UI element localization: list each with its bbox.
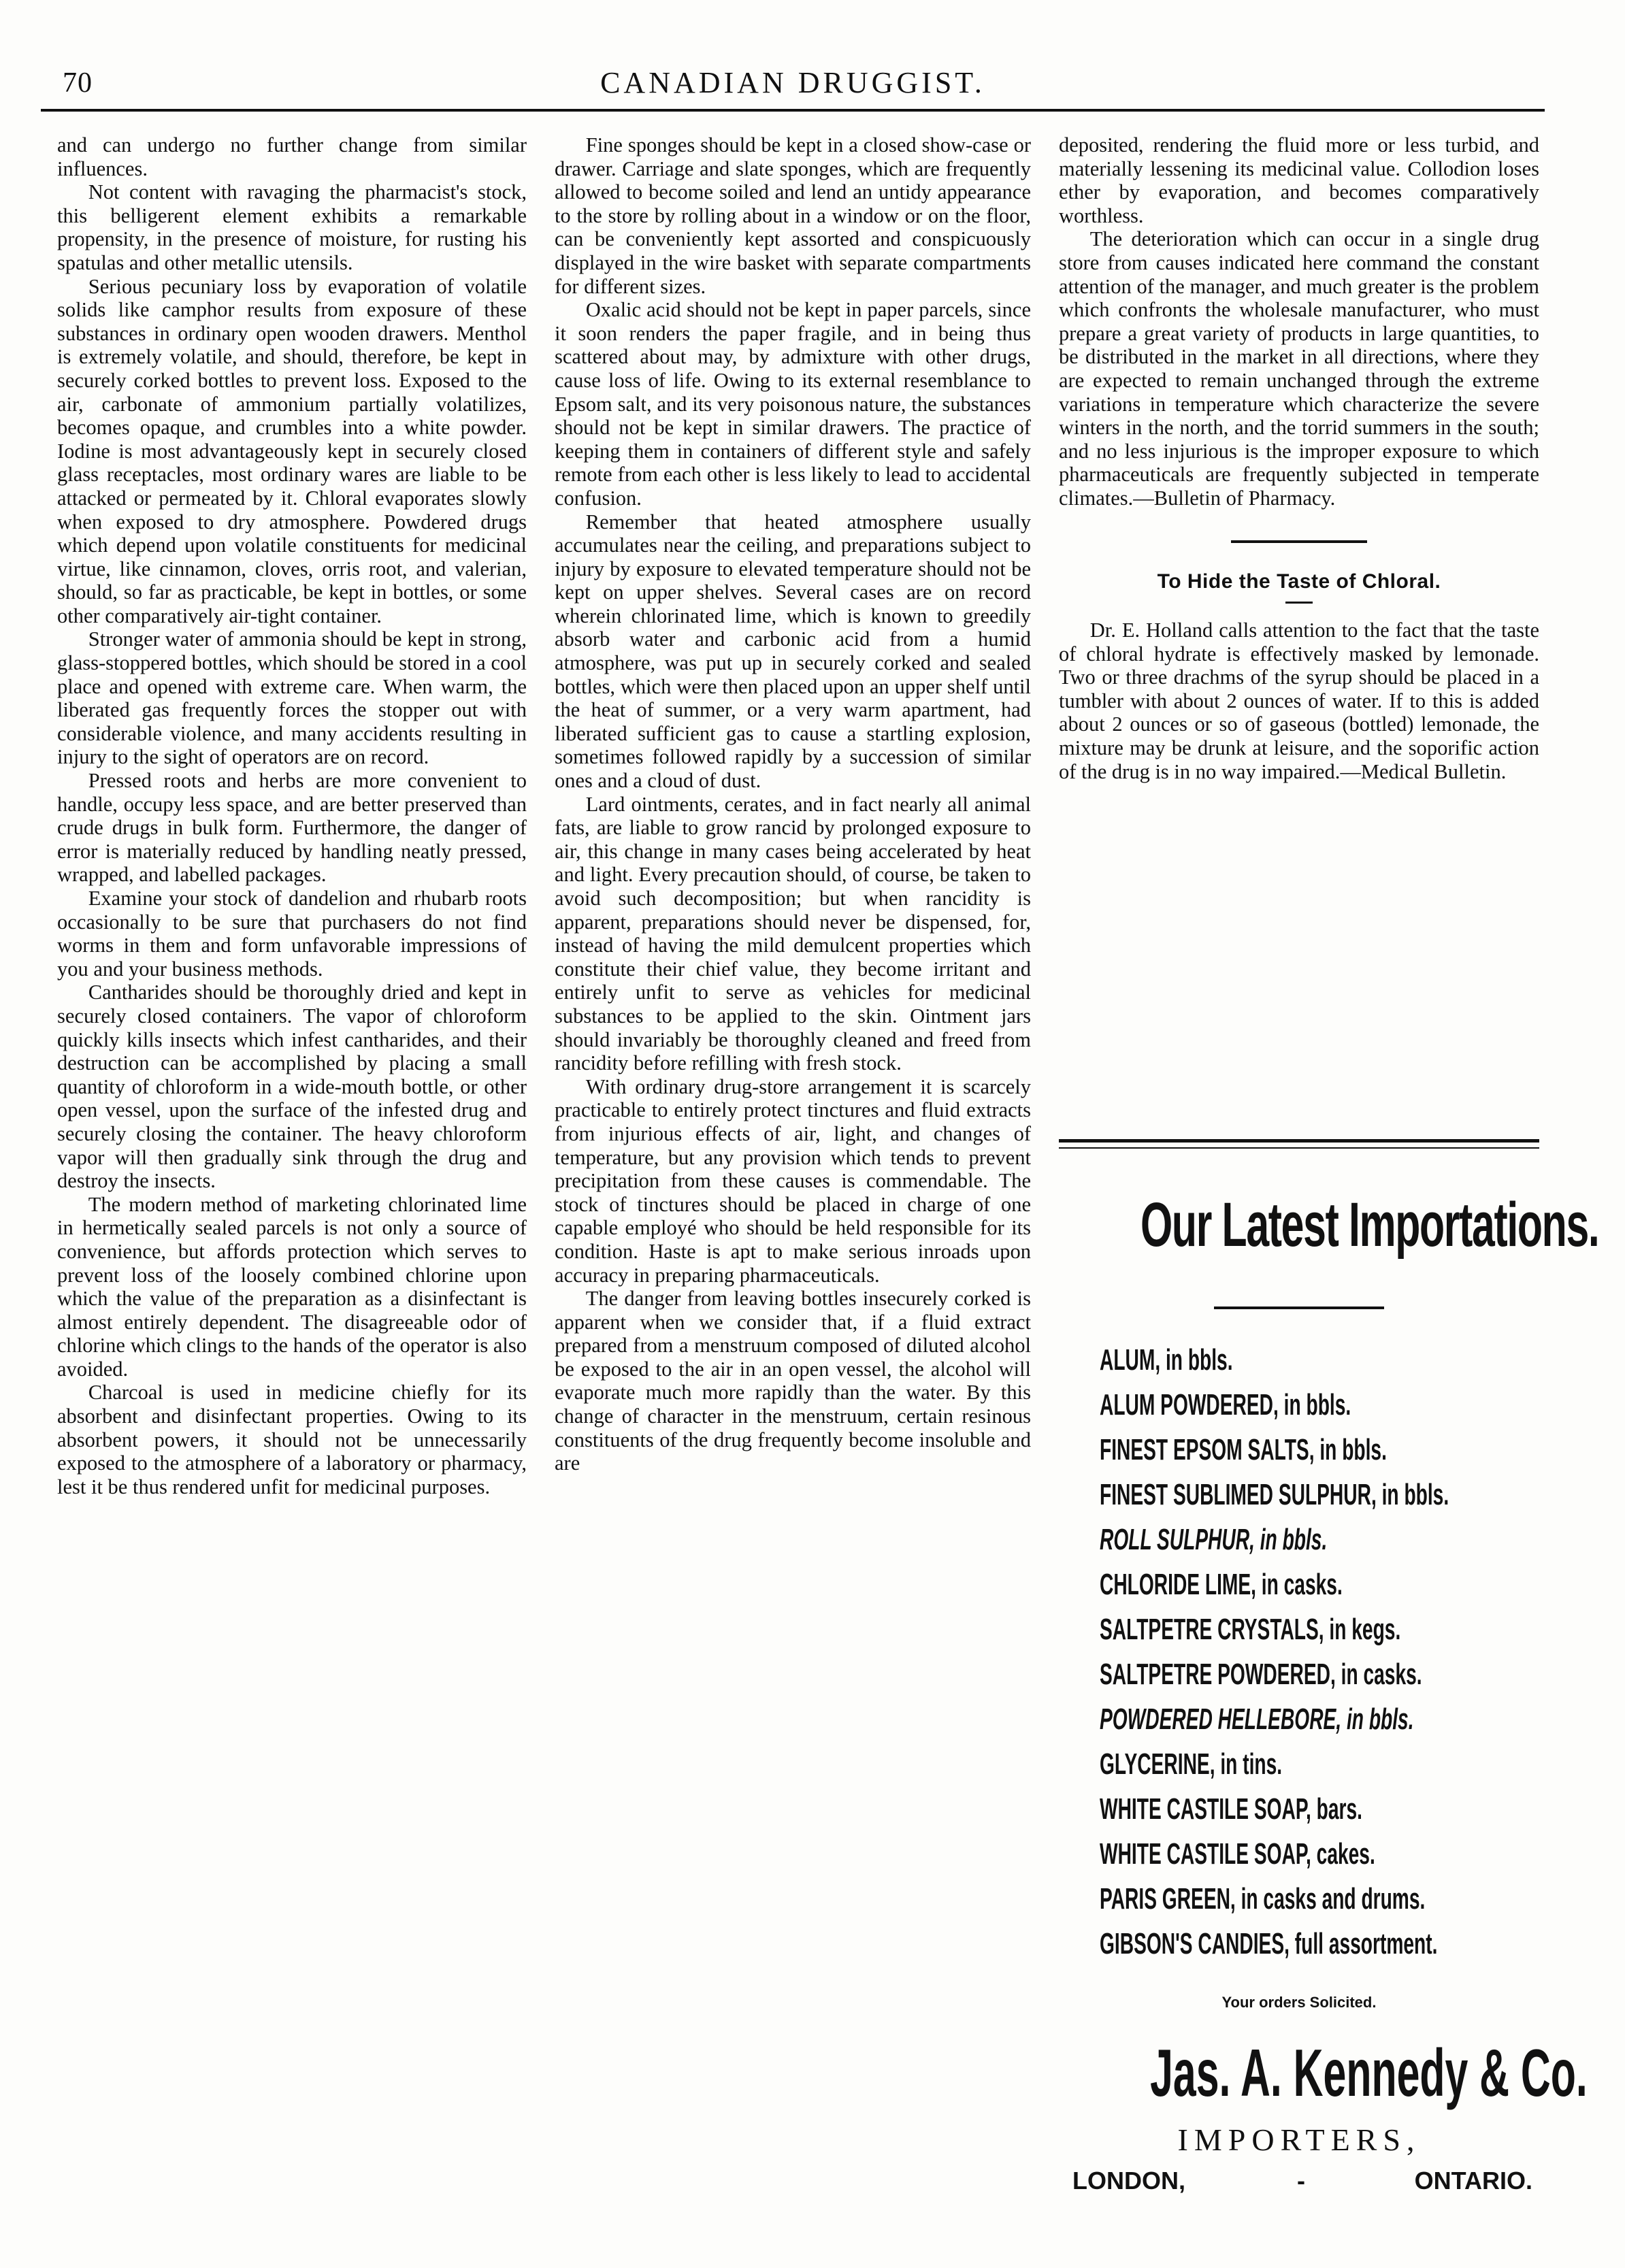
paragraph: Pressed roots and herbs are more convenient to handle, occupy less space, and are better preserved than crude drugs in bulk form. Furthermore, the danger of error is materially reduced by handling neatly pressed, wrapped, and labelled packages. [57,769,527,887]
ad-firm-name: Jas. A. Kennedy & Co. [1150,2035,1588,2110]
running-title: CANADIAN DRUGGIST. [600,66,985,99]
ad-product-item: GIBSON'S CANDIES, full assortment. [1100,1927,1438,1960]
ad-product-item: FINEST EPSOM SALTS, in bbls. [1100,1433,1387,1466]
ad-product-item: ALUM, in bbls. [1100,1343,1233,1377]
paragraph: deposited, rendering the fluid more or less turbid, and materially lessening its medicinal value. Collodion loses ether by evaporation, and becomes comparatively worthless. [1059,133,1539,227]
ad-product-list [1100,1343,1535,1972]
heading-dash [1285,602,1313,604]
paragraph: Remember that heated atmosphere usually accumulates near the ceiling, and preparations subject to injury by exposure to elevated temperature should not be kept on upper shelves. Several cases are on record wherein chlorinated lime, which is known to greedily absorb water and carbonic acid from a humid atmosphere, was put up in securely corked and sealed bottles, which were then placed upon an upper shelf until the heat of summer, or a very warm apartment, had liberated sufficient gas to cause a startling explosion, sometimes followed rapidly by a succession of similar ones and a cloud of dust. [555,510,1031,793]
ad-product-item: PARIS GREEN, in casks and drums. [1100,1882,1426,1916]
paragraph: Charcoal is used in medicine chiefly for its absorbent and disinfectant properties. Owing to its absorbent powers, it should not be unnecessarily exposed to the atmosphere of a laboratory or pharmacy, lest it be thus rendered unfit for medicinal purposes. [57,1381,527,1498]
column-3 [1059,133,1539,783]
paragraph: The modern method of marketing chlorinated lime in hermetically sealed parcels is not only a source of convenience, but affords protection which serves to prevent loss of the loosely combined chlorine upon which the value of the preparation as a disinfectant is almost entirely dependent. The disagreeable odor of chlorine which clings to the hands of the operator is also avoided. [57,1192,527,1381]
ad-city: LONDON, [1072,2167,1185,2195]
ad-product-item: FINEST SUBLIMED SULPHUR, in bbls. [1100,1478,1449,1511]
article-heading: To Hide the Taste of Chloral. [1157,570,1441,593]
ad-location [1072,2167,1532,2201]
ad-product-item: SALTPETRE POWDERED, in casks. [1100,1658,1422,1691]
paragraph: Not content with ravaging the pharmacist's stock, this belligerent element exhibits a remarkable propensity, in the presence of moisture, for rusting his spatulas and other metallic utensils. [57,180,527,274]
paragraph: Stronger water of ammonia should be kept in strong, glass-stoppered bottles, which should be stored in a cool place and opened with extreme care. When warm, the liberated gas frequently forces the stopper out with considerable violence, and many accidents resulting in injury to the sight of operators are on record. [57,627,527,769]
page-header [41,57,1545,112]
ad-product-item: WHITE CASTILE SOAP, bars. [1100,1792,1362,1826]
ad-product-item: ROLL SULPHUR, in bbls. [1100,1523,1328,1556]
column-2 [555,133,1031,1475]
paragraph: The deterioration which can occur in a single drug store from causes indicated here command the constant attention of the manager, and much greater is the problem which confronts the wholesale manufacturer, who must prepare a great variety of products in large quantities, to be distributed in the market in all directions, where they are expected to remain unchanged through the extreme variations in temperature which characterize the severe winters in the north, and the torrid summers in the south; and no less injurious is the improper exposure to which pharmaceuticals are frequently subjected in temperate climates.—Bulletin of Pharmacy. [1059,227,1539,510]
paragraph: With ordinary drug-store arrangement it is scarcely practicable to entirely protect tinctures and fluid extracts from injurious effects of air, light, and changes of temperature, but any provision which tends to prevent precipitation from these causes is commendable. The stock of tinctures should be placed in charge of one capable employé who should be held responsible for its condition. Haste is apt to make serious inroads upon accuracy in preparing pharmaceuticals. [555,1074,1031,1287]
ad-title: Our Latest Importations. [1140,1190,1599,1260]
ad-rule-thin [1059,1147,1539,1149]
section-divider [1231,540,1367,543]
paragraph: Lard ointments, cerates, and in fact nearly all animal fats, are liable to grow rancid by prolonged exposure to air, this change in many cases being accelerated by heat and light. Every precaution should, of course, be taken to avoid such decomposition; but when rancidity is apparent, preparations should never be dispensed, for, instead of having the mild demulcent properties which constitute their chief value, they become irritant and entirely unfit to serve as vehicles for medicinal substances to be applied to the skin. Ointment jars should invariably be thoroughly cleaned and freed from rancidity before refilling with fresh stock. [555,792,1031,1075]
ad-product-item: WHITE CASTILE SOAP, cakes. [1100,1837,1375,1871]
ad-province: ONTARIO. [1414,2167,1532,2195]
paragraph: Dr. E. Holland calls attention to the fact that the taste of chloral hydrate is effectively masked by lemonade. Two or three drachms of the syrup should be placed in a tumbler with about 2 ounces of water. If to this is added about 2 ounces or so of gaseous (bottled) lemonade, the mixture may be drunk at leisure, and the soporific action of the drug is in no way impaired.—Medical Bulletin. [1059,619,1539,783]
paragraph: Fine sponges should be kept in a closed show-case or drawer. Carriage and slate sponges, which are frequently allowed to become soiled and lend an untidy appearance to the store by rolling about in a window or on the floor, can be conveniently kept assorted and conspicuously displayed in the wire basket with separate compartments for different sizes. [555,133,1031,298]
ad-rule-thick [1059,1139,1539,1143]
page-number: 70 [63,67,93,99]
ad-product-item: CHLORIDE LIME, in casks. [1100,1568,1343,1601]
paragraph: Serious pecuniary loss by evaporation of volatile solids like camphor results from exposure of these substances in ordinary open wooden drawers. Menthol is extremely volatile, and should, therefore, be kept in securely corked bottles to prevent loss. Exposed to the air, carbonate of ammonium partially volatilizes, becomes opaque, and crumbles into a white powder. Iodine is most advantageously kept in securely closed glass receptacles, most ordinary wares are liable to be attacked or permeated by it. Chloral evaporates slowly when exposed to dry atmosphere. Powdered drugs which depend upon volatile constituents for medicinal virtue, like cinnamon, cloves, orris root, and valerian, should, so far as practicable, be kept in bottles, or some other comparatively air-tight container. [57,274,527,627]
ad-product-item: ALUM POWDERED, in bbls. [1100,1388,1351,1421]
ad-firm-role: IMPORTERS, [1177,2122,1421,2157]
paragraph: Cantharides should be thoroughly dried and kept in securely closed containers. The vapor of chloroform quickly kills insects which infest cantharides, and their destruction can be accomplished by placing a small quantity of chloroform in a wide-mouth bottle, or other open vessel, upon the surface of the infested drug and securely closing the container. The heavy chloroform vapor will then gradually sink through the drug and destroy the insects. [57,981,527,1193]
ad-solicit-text: Your orders Solicited. [1221,1994,1377,2011]
advertisement [1059,1139,1599,2201]
column-1 [57,133,527,1498]
ad-product-item: SALTPETRE CRYSTALS, in kegs. [1100,1613,1401,1646]
ad-location-separator: - [1297,2167,1305,2195]
paragraph: Oxalic acid should not be kept in paper parcels, since it soon renders the paper fragile, and in being thus scattered about may, by admixture with other drugs, cause loss of life. Owing to its external resemblance to Epsom salt, and its very poisonous nature, the substances should not be kept in similar drawers. The practice of keeping them in containers of different style and safely remote from each other is less likely to lead to accidental confusion. [555,298,1031,510]
paragraph: Examine your stock of dandelion and rhubarb roots occasionally to be sure that purchasers do not find worms in them and form unfavorable impressions of you and your business methods. [57,887,527,981]
ad-product-item: GLYCERINE, in tins. [1100,1747,1283,1781]
ad-divider [1214,1306,1384,1309]
paragraph: and can undergo no further change from similar influences. [57,133,527,180]
paragraph: The danger from leaving bottles insecurely corked is apparent when we consider that, if a fluid extract prepared from a menstruum composed of diluted alcohol be exposed to the air in an open vessel, the alcohol will evaporate much more rapidly than the water. By this change of character in the menstruum, certain resinous constituents of the drug frequently become insoluble and are [555,1287,1031,1475]
ad-product-item: POWDERED HELLEBORE, in bbls. [1100,1703,1414,1736]
